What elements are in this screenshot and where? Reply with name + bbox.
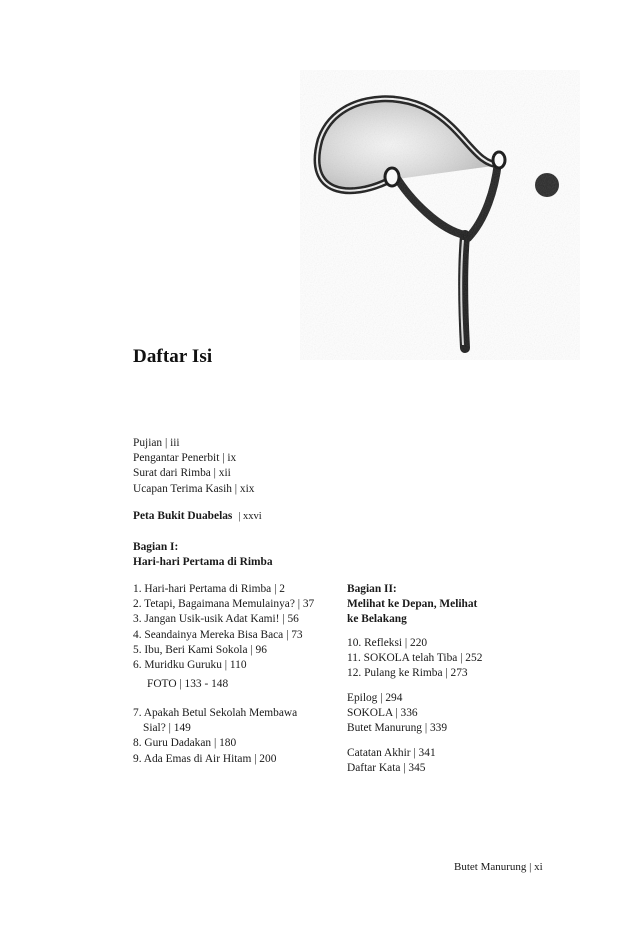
part2-subtitle-line2: ke Belakang bbox=[347, 613, 407, 626]
page-title: Daftar Isi bbox=[133, 346, 213, 367]
part1-heading bbox=[133, 540, 273, 570]
toc-entry-chapter-10[interactable]: 10. Refleksi | 220 bbox=[347, 637, 428, 649]
slingshot-icon bbox=[300, 70, 580, 360]
toc-entry-chapter-5[interactable]: 5. Ibu, Beri Kami Sokola | 96 bbox=[133, 643, 267, 656]
toc-entry-peta[interactable] bbox=[133, 509, 262, 524]
toc-entry-chapter-1[interactable]: 1. Hari-hari Pertama di Rimba | 2 bbox=[133, 583, 285, 595]
epilogue-list bbox=[347, 691, 447, 737]
slingshot-illustration bbox=[300, 70, 580, 360]
toc-entry-pengantar[interactable]: Pengantar Penerbit | ix bbox=[133, 452, 237, 465]
part2-subtitle-line1: Melihat ke Depan, Melihat bbox=[347, 598, 478, 611]
toc-entry-chapter-3[interactable]: 3. Jangan Usik-usik Adat Kami! | 56 bbox=[133, 613, 299, 626]
toc-entry-chapter-6[interactable]: 6. Muridku Guruku | 110 bbox=[133, 659, 247, 672]
toc-entry-chapter-11[interactable]: 11. SOKOLA telah Tiba | 252 bbox=[347, 652, 483, 665]
toc-entry-chapter-12[interactable]: 12. Pulang ke Rimba | 273 bbox=[347, 667, 468, 680]
part2-label: Bagian II: bbox=[347, 583, 397, 595]
toc-entry-daftar-kata[interactable]: Daftar Kata | 345 bbox=[347, 762, 426, 775]
part2-chapters bbox=[347, 636, 482, 682]
part1-label: Bagian I: bbox=[133, 541, 179, 553]
toc-entry-pujian[interactable]: Pujian | iii bbox=[133, 437, 180, 449]
part1-subtitle: Hari-hari Pertama di Rimba bbox=[133, 556, 273, 569]
toc-entry-chapter-2[interactable]: 2. Tetapi, Bagaimana Memulainya? | 37 bbox=[133, 598, 315, 611]
toc-entry-chapter-8[interactable]: 8. Guru Dadakan | 180 bbox=[133, 737, 237, 750]
map-label: Peta Bukit Duabelas bbox=[133, 510, 233, 522]
part2-heading bbox=[347, 582, 477, 628]
part1-chapters bbox=[133, 582, 314, 673]
front-matter-list bbox=[133, 436, 254, 497]
toc-entry-foto[interactable]: FOTO | 133 - 148 bbox=[147, 678, 229, 690]
toc-entry-catatan[interactable]: Catatan Akhir | 341 bbox=[347, 747, 436, 759]
toc-entry-epilog[interactable]: Epilog | 294 bbox=[347, 692, 403, 704]
toc-entry-chapter-7[interactable]: 7. Apakah Betul Sekolah Membawa bbox=[133, 707, 298, 719]
toc-entry-chapter-4[interactable]: 4. Seandainya Mereka Bisa Baca | 73 bbox=[133, 628, 303, 641]
toc-entry-sokola[interactable]: SOKOLA | 336 bbox=[347, 707, 418, 720]
toc-entry-chapter-9[interactable]: 9. Ada Emas di Air Hitam | 200 bbox=[133, 752, 277, 765]
part1-chapters-continued bbox=[133, 706, 297, 767]
toc-entry-butet[interactable]: Butet Manurung | 339 bbox=[347, 722, 448, 735]
toc-entry-chapter-7-cont[interactable]: Sial? | 149 bbox=[143, 722, 191, 735]
back-matter-list bbox=[347, 746, 436, 776]
toc-entry-ucapan[interactable]: Ucapan Terima Kasih | xix bbox=[133, 482, 255, 495]
map-page: | xxvi bbox=[238, 511, 262, 522]
page-footer: Butet Manurung | xi bbox=[454, 861, 543, 873]
toc-entry-surat[interactable]: Surat dari Rimba | xii bbox=[133, 467, 231, 480]
